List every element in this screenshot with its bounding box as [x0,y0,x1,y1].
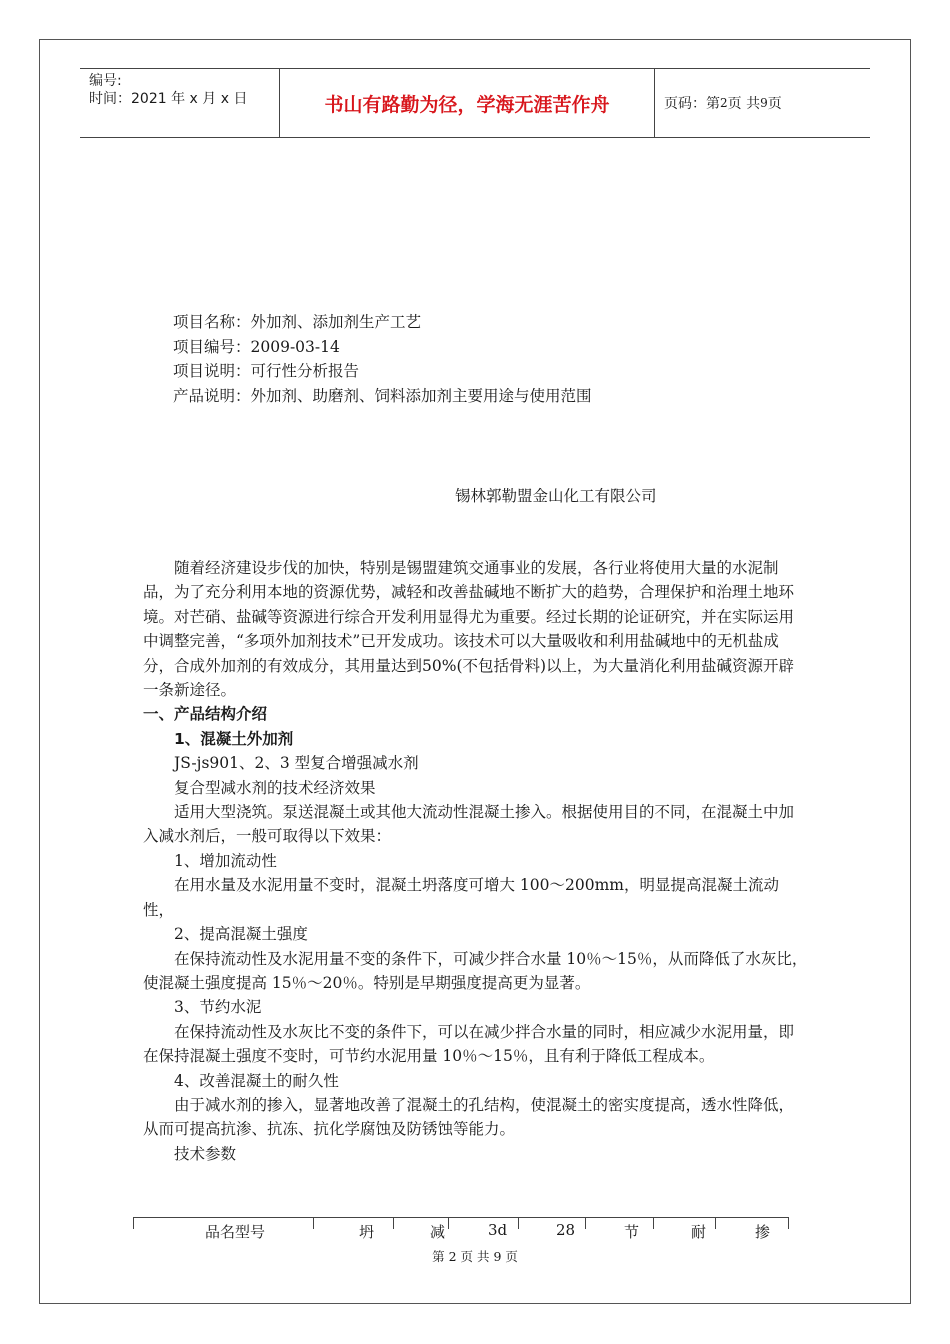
table-divider [715,1217,716,1229]
point-3-title: 3、节约水泥 [174,998,262,1017]
page-mid: 页 共 [727,96,761,112]
company-name: 锡林郭勒盟金山化工有限公司 [455,487,657,505]
motto: 书山有路勤为径，学海无涯苦作舟 [280,69,655,137]
table-header-cell: 掺 [755,1223,771,1241]
product-line: JS-js901、2、3 型复合增强减水剂 [174,754,419,773]
subsection-heading: 1、混凝土外加剂 [174,729,294,748]
point-1-text: 在用水量及水泥用量不变时，混凝土坍落度可增大 100～200mm，明显提高混凝土流动性， [143,876,779,919]
product-description: 产品说明：外加剂、助磨剂、饲料添加剂主要用途与使用范围 [173,387,592,405]
page-header [80,68,870,138]
table-divider [313,1217,314,1229]
intro-paragraph: 随着经济建设步伐的加快，特别是锡盟建筑交通事业的发展，各行业将使用大量的水泥制品，为了充分利用本地的资源优势，减轻和改善盐碱地不断扩大的趋势，合理保护和治理土地环境。对芒硝、盐碱等资源进行综合开发利用显得尤为重要。经过长期的论证研究，并在实际运用中调整完善，“多项外加剂技术”已开发成功。该技术可以大量吸收和利用盐碱地中的无机盐成分，合成外加剂的有效成分，其用量达到50%(不包括骨料)以上，为大量消化利用盐碱资源开辟一条新途径。 [143,559,795,700]
point-2-text: 在保持流动性及水泥用量不变的条件下，可减少拌合水量 10％～15％，从而降低了水灰比，使混凝土强度提高 15％～20％。特别是早期强度提高更为显著。 [143,949,808,992]
table-header-cell: 耐 [691,1223,707,1241]
point-4-title: 4、改善混凝土的耐久性 [174,1071,339,1090]
page-suffix: 页 [767,96,782,112]
effect-title: 复合型减水剂的技术经济效果 [174,778,376,797]
table-header-cell: 减 [430,1223,446,1241]
table-divider [448,1217,449,1229]
footer-suffix: 页 [505,1249,518,1264]
tech-params-label: 技术参数 [174,1144,237,1163]
table-header-cell: 3d [488,1221,508,1239]
footer-prefix: 第 [432,1249,445,1264]
table-divider [133,1217,134,1229]
footer-current: 2 [448,1249,457,1264]
table-header-cell: 品名型号 [205,1223,266,1241]
point-4-text: 由于减水剂的掺入，显著地改善了混凝土的孔结构，使混凝土的密实度提高，透水性降低，从而可提高抗渗、抗冻、抗化学腐蚀及防锈蚀等能力。 [143,1095,795,1139]
effect-intro: 适用大型浇筑。泵送混凝土或其他大流动性混凝土掺入。根据使用目的不同，在混凝土中加入减水剂后，一般可取得以下效果： [143,803,795,846]
page-footer [0,1247,950,1265]
project-number: 项目编号：2009-03-14 [173,338,340,356]
page-prefix: 页码：第 [664,96,720,112]
page-total: 9 [760,96,768,110]
table-divider [393,1217,394,1229]
project-name: 项目名称：外加剂、添加剂生产工艺 [173,313,422,331]
document-body [143,556,808,1166]
table-header-cell: 节 [624,1223,640,1241]
point-1-title: 1、增加流动性 [174,851,277,870]
number-label: 编号: [89,73,122,89]
section-heading: 一、产品结构介绍 [143,705,268,724]
table-header-cell: 28 [556,1221,576,1239]
table-divider [788,1217,789,1229]
time-label: 时间：2021 年 x 月 x 日 [89,91,248,107]
project-description: 项目说明：可行性分析报告 [173,362,360,380]
footer-total: 9 [493,1249,502,1264]
table-divider [585,1217,586,1229]
header-info [80,69,280,137]
table-divider [653,1217,654,1229]
header-page-number [654,69,870,137]
point-2-title: 2、提高混凝土强度 [174,925,308,944]
table-divider [518,1217,519,1229]
page-current: 2 [720,96,728,110]
table-header-cell: 坍 [359,1223,375,1241]
point-3-text: 在保持流动性及水灰比不变的条件下，可以在减少拌合水量的同时，相应减少水泥用量，即在保持混凝土强度不变时，可节约水泥用量 10％～15％，且有利于降低工程成本。 [143,1022,795,1066]
footer-mid: 页 共 [460,1249,490,1264]
